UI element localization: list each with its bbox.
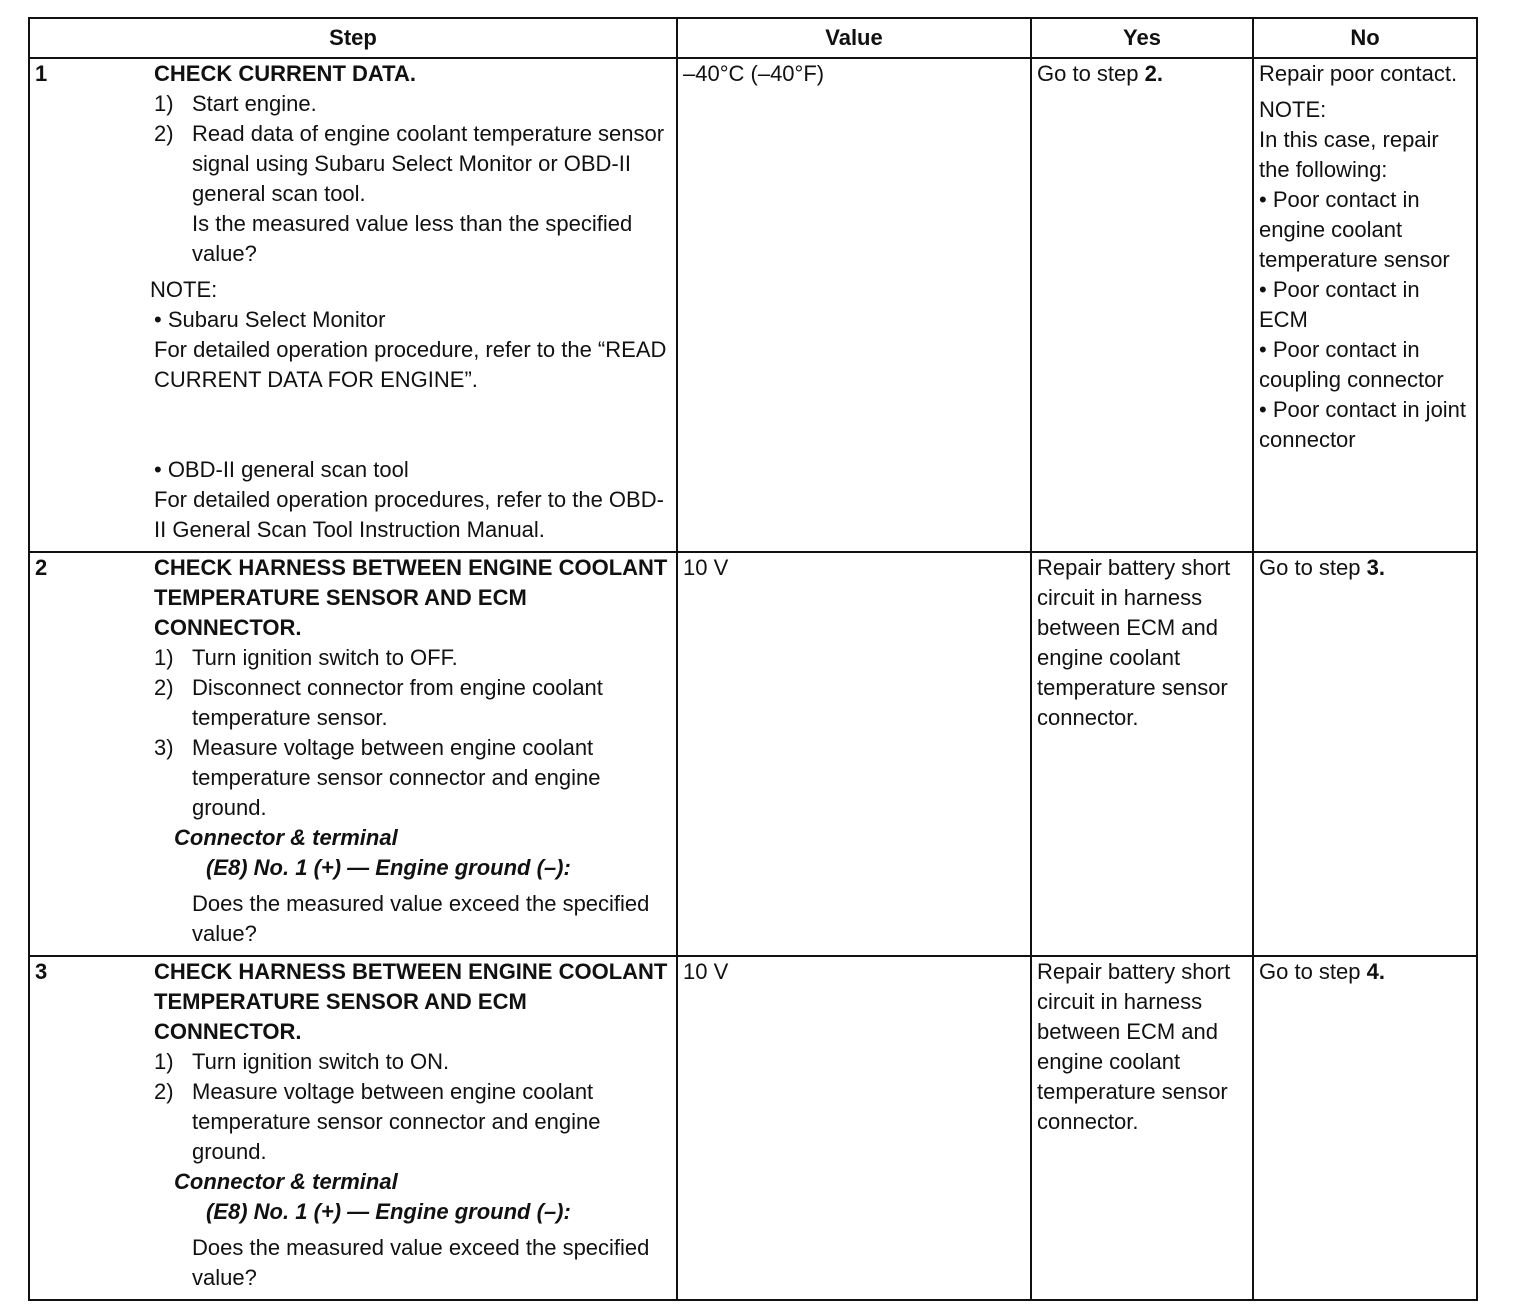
list-item (154, 673, 670, 733)
no-main-text: Repair poor contact. (1259, 61, 1458, 86)
item-text: Measure voltage between engine coolant temperature sensor connector and engine ground. (192, 1079, 601, 1164)
note-ssm-title: • Subaru Select Monitor (154, 307, 386, 332)
table-row (29, 956, 1477, 1300)
list-item (154, 1077, 670, 1167)
no-cell (1253, 552, 1477, 956)
value-cell: –40°C (–40°F) (677, 58, 1031, 552)
list-item (154, 119, 670, 209)
no-note-heading: NOTE: (1259, 97, 1327, 122)
step-title: CHECK CURRENT DATA. (154, 61, 416, 86)
step-title: CHECK HARNESS BETWEEN ENGINE COOLANT TEMPERATURE SENSOR AND ECM CONNECTOR. (154, 959, 668, 1044)
spacer (154, 395, 670, 455)
no-cell (1253, 58, 1477, 552)
header-no: No (1253, 18, 1477, 58)
item-text: Measure voltage between engine coolant temperature sensor connector and engine ground. (192, 735, 601, 820)
item-number: 1) (154, 1049, 174, 1074)
header-step: Step (29, 18, 677, 58)
value-cell: 10 V (677, 552, 1031, 956)
diagnostic-table (28, 17, 1478, 1301)
item-number: 1) (154, 91, 174, 116)
note-ssm-text: For detailed operation procedure, refer to the “READ CURRENT DATA FOR ENGINE”. (154, 337, 667, 392)
step-title: CHECK HARNESS BETWEEN ENGINE COOLANT TEMPERATURE SENSOR AND ECM CONNECTOR. (154, 555, 668, 640)
item-number: 2) (154, 675, 174, 700)
step-question: Does the measured value exceed the specified value? (192, 891, 650, 946)
list-item (154, 733, 670, 823)
item-text: Read data of engine coolant temperature sensor signal using Subaru Select Monitor or OBD-II general scan tool. (192, 121, 665, 206)
header-row (29, 18, 1477, 58)
item-text: Start engine. (192, 91, 317, 116)
item-number: 2) (154, 1079, 174, 1104)
no-note-text: In this case, repair the following: (1259, 127, 1439, 182)
table-row (29, 552, 1477, 956)
item-number: 3) (154, 735, 174, 760)
step-question: Is the measured value less than the specified value? (192, 211, 633, 266)
connector-title: Connector & terminal (174, 825, 398, 850)
item-number: 2) (154, 121, 174, 146)
no-bullet: • Poor contact in joint connector (1259, 397, 1467, 452)
yes-cell (1031, 58, 1253, 552)
note-obd-text: For detailed operation procedures, refer to the OBD-II General Scan Tool Instruction Manual. (154, 487, 664, 542)
no-text: Go to step (1259, 959, 1367, 984)
value-cell: 10 V (677, 956, 1031, 1300)
yes-cell: Repair battery short circuit in harness between ECM and engine coolant temperature sensor connector. (1031, 956, 1253, 1300)
note-obd-title: • OBD-II general scan tool (154, 457, 409, 482)
step-cell (29, 552, 677, 956)
table-row (29, 58, 1477, 552)
no-text: Go to step (1259, 555, 1367, 580)
connector-spec: (E8) No. 1 (+) — Engine ground (–): (206, 1199, 571, 1224)
step-number: 2 (35, 555, 48, 580)
list-item (154, 1047, 670, 1077)
header-yes: Yes (1031, 18, 1253, 58)
yes-text: Go to step (1037, 61, 1145, 86)
step-cell (29, 58, 677, 552)
item-text: Turn ignition switch to OFF. (192, 645, 458, 670)
step-number: 3 (35, 959, 48, 984)
connector-title: Connector & terminal (174, 1169, 398, 1194)
item-text: Disconnect connector from engine coolant temperature sensor. (192, 675, 603, 730)
item-text: Turn ignition switch to ON. (192, 1049, 450, 1074)
step-question: Does the measured value exceed the specified value? (192, 1235, 650, 1290)
no-bullet: • Poor contact in ECM (1259, 277, 1420, 332)
no-bullet: • Poor contact in engine coolant temperature sensor (1259, 187, 1450, 272)
list-item (154, 89, 670, 119)
no-bullet: • Poor contact in coupling connector (1259, 337, 1444, 392)
item-number: 1) (154, 645, 174, 670)
connector-spec: (E8) No. 1 (+) — Engine ground (–): (206, 855, 571, 880)
no-step-ref: 4. (1366, 959, 1385, 984)
no-cell (1253, 956, 1477, 1300)
no-step-ref: 3. (1366, 555, 1385, 580)
step-number: 1 (35, 61, 48, 86)
header-value: Value (677, 18, 1031, 58)
step-cell (29, 956, 677, 1300)
list-item (154, 643, 670, 673)
yes-step-ref: 2. (1144, 61, 1163, 86)
yes-cell: Repair battery short circuit in harness between ECM and engine coolant temperature sensor connector. (1031, 552, 1253, 956)
note-heading: NOTE: (150, 277, 218, 302)
